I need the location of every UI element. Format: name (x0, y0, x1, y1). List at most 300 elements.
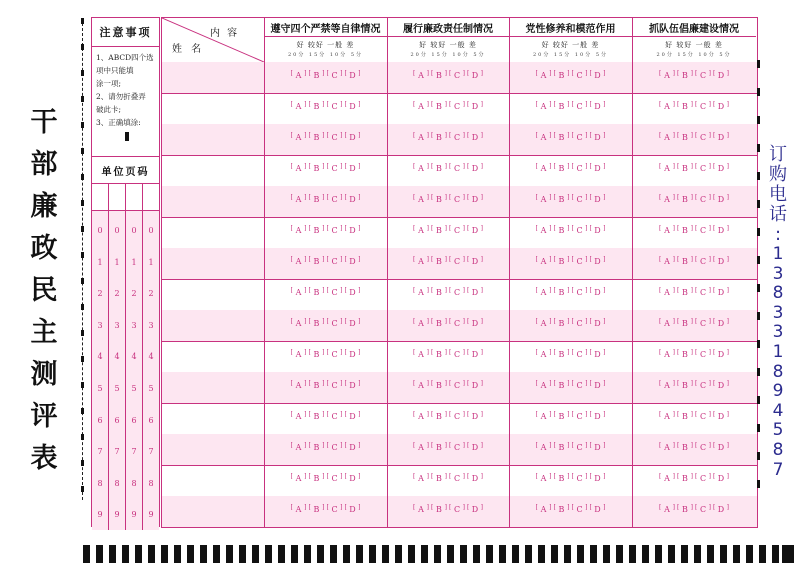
option-bubble[interactable]: [ D ] (592, 474, 604, 483)
option-bubble[interactable]: [ C ] (574, 381, 586, 390)
option-bubble[interactable]: [ A ] (293, 474, 305, 483)
option-bubble[interactable]: [ D ] (347, 381, 359, 390)
option-bubble[interactable]: [ D ] (592, 443, 604, 452)
option-bubble[interactable]: [ D ] (715, 381, 727, 390)
option-bubble[interactable]: [ B ] (311, 505, 323, 514)
option-bubble[interactable]: [ C ] (329, 505, 341, 514)
option-bubble[interactable]: [ B ] (679, 505, 691, 514)
option-bubble[interactable]: [ D ] (469, 71, 481, 80)
option-bubble[interactable]: [ B ] (433, 474, 445, 483)
option-bubble[interactable]: [ B ] (679, 443, 691, 452)
option-bubble[interactable]: [ C ] (329, 319, 341, 328)
name-cell[interactable] (162, 93, 265, 124)
option-bubble[interactable]: [ B ] (433, 195, 445, 204)
option-bubble[interactable]: [ D ] (715, 350, 727, 359)
option-bubble[interactable]: [ D ] (592, 319, 604, 328)
name-cell[interactable] (162, 310, 265, 341)
option-bubble[interactable]: [ B ] (556, 195, 568, 204)
option-bubble[interactable]: [ B ] (433, 288, 445, 297)
option-bubble[interactable]: [ C ] (451, 443, 463, 452)
option-bubble[interactable]: [ A ] (293, 505, 305, 514)
option-bubble[interactable]: [ D ] (469, 381, 481, 390)
option-bubble[interactable]: [ C ] (697, 195, 709, 204)
option-bubble[interactable]: [ D ] (347, 102, 359, 111)
option-bubble[interactable]: [ C ] (574, 319, 586, 328)
option-bubble[interactable]: [ B ] (556, 412, 568, 421)
name-cell[interactable] (162, 155, 265, 186)
name-cell[interactable] (162, 372, 265, 403)
option-bubble[interactable]: [ D ] (715, 164, 727, 173)
option-bubble[interactable]: [ A ] (661, 474, 673, 483)
option-bubble[interactable]: [ B ] (433, 164, 445, 173)
option-bubble[interactable]: [ D ] (347, 319, 359, 328)
option-bubble[interactable]: [ D ] (347, 195, 359, 204)
name-cell[interactable] (162, 124, 265, 155)
option-bubble[interactable]: [ C ] (329, 288, 341, 297)
option-bubble[interactable]: [ A ] (661, 226, 673, 235)
option-bubble[interactable]: [ C ] (574, 102, 586, 111)
option-bubble[interactable]: [ C ] (329, 195, 341, 204)
option-bubble[interactable]: [ C ] (574, 195, 586, 204)
option-bubble[interactable]: [ A ] (415, 381, 427, 390)
option-bubble[interactable]: [ C ] (574, 505, 586, 514)
unit-digit-bubble[interactable]: 4 (148, 352, 154, 362)
option-bubble[interactable]: [ A ] (538, 102, 550, 111)
name-cell[interactable] (162, 341, 265, 372)
unit-digit-bubble[interactable]: 9 (148, 510, 154, 520)
option-bubble[interactable]: [ C ] (451, 102, 463, 111)
option-bubble[interactable]: [ B ] (311, 71, 323, 80)
option-bubble[interactable]: [ A ] (661, 505, 673, 514)
unit-digit-bubble[interactable]: 2 (131, 289, 137, 299)
option-bubble[interactable]: [ D ] (469, 288, 481, 297)
unit-digit-bubble[interactable]: 0 (97, 226, 103, 235)
unit-digit-bubble[interactable]: 6 (114, 415, 120, 425)
unit-digit-column[interactable] (109, 184, 126, 530)
option-bubble[interactable]: [ A ] (293, 257, 305, 266)
option-bubble[interactable]: [ B ] (556, 226, 568, 235)
option-bubble[interactable]: [ C ] (697, 257, 709, 266)
option-bubble[interactable]: [ B ] (556, 102, 568, 111)
option-bubble[interactable]: [ A ] (293, 71, 305, 80)
unit-digit-bubble[interactable]: 2 (114, 289, 120, 299)
option-bubble[interactable]: [ A ] (538, 412, 550, 421)
option-bubble[interactable]: [ C ] (574, 412, 586, 421)
name-cell[interactable] (162, 248, 265, 279)
option-bubble[interactable]: [ D ] (715, 474, 727, 483)
option-bubble[interactable]: [ C ] (574, 226, 586, 235)
option-bubble[interactable]: [ C ] (451, 381, 463, 390)
option-bubble[interactable]: [ A ] (538, 350, 550, 359)
option-bubble[interactable]: [ C ] (451, 226, 463, 235)
option-bubble[interactable]: [ C ] (451, 505, 463, 514)
option-bubble[interactable]: [ B ] (679, 226, 691, 235)
option-bubble[interactable]: [ B ] (311, 412, 323, 421)
option-bubble[interactable]: [ A ] (415, 505, 427, 514)
option-bubble[interactable]: [ A ] (415, 474, 427, 483)
option-bubble[interactable]: [ A ] (661, 319, 673, 328)
option-bubble[interactable]: [ B ] (679, 319, 691, 328)
option-bubble[interactable]: [ D ] (469, 505, 481, 514)
name-cell[interactable] (162, 186, 265, 217)
option-bubble[interactable]: [ B ] (556, 71, 568, 80)
option-bubble[interactable]: [ C ] (574, 350, 586, 359)
option-bubble[interactable]: [ A ] (293, 102, 305, 111)
unit-digit-bubble[interactable]: 7 (114, 447, 120, 457)
option-bubble[interactable]: [ D ] (592, 505, 604, 514)
option-bubble[interactable]: [ D ] (715, 133, 727, 142)
option-bubble[interactable]: [ D ] (592, 381, 604, 390)
option-bubble[interactable]: [ A ] (293, 350, 305, 359)
option-bubble[interactable]: [ A ] (661, 443, 673, 452)
option-bubble[interactable]: [ A ] (661, 381, 673, 390)
option-bubble[interactable]: [ A ] (661, 164, 673, 173)
option-bubble[interactable]: [ C ] (329, 164, 341, 173)
option-bubble[interactable]: [ C ] (697, 350, 709, 359)
option-bubble[interactable]: [ A ] (293, 133, 305, 142)
option-bubble[interactable]: [ D ] (715, 226, 727, 235)
unit-blank[interactable] (92, 184, 108, 211)
unit-digit-bubble[interactable]: 5 (114, 384, 120, 393)
option-bubble[interactable]: [ C ] (697, 319, 709, 328)
option-bubble[interactable]: [ A ] (293, 288, 305, 297)
option-bubble[interactable]: [ D ] (715, 288, 727, 297)
option-bubble[interactable]: [ D ] (347, 288, 359, 297)
option-bubble[interactable]: [ C ] (329, 412, 341, 421)
option-bubble[interactable]: [ C ] (574, 164, 586, 173)
option-bubble[interactable]: [ A ] (415, 195, 427, 204)
option-bubble[interactable]: [ B ] (556, 288, 568, 297)
option-bubble[interactable]: [ D ] (592, 195, 604, 204)
option-bubble[interactable]: [ C ] (329, 71, 341, 80)
option-bubble[interactable]: [ A ] (538, 71, 550, 80)
option-bubble[interactable]: [ B ] (433, 350, 445, 359)
option-bubble[interactable]: [ B ] (679, 133, 691, 142)
option-bubble[interactable]: [ B ] (679, 257, 691, 266)
unit-digit-bubble[interactable]: 3 (97, 320, 103, 330)
unit-digit-bubble[interactable]: 2 (97, 289, 103, 299)
option-bubble[interactable]: [ D ] (592, 164, 604, 173)
unit-digit-column[interactable] (126, 184, 143, 530)
option-bubble[interactable]: [ C ] (329, 102, 341, 111)
option-bubble[interactable]: [ A ] (293, 195, 305, 204)
option-bubble[interactable]: [ B ] (311, 474, 323, 483)
option-bubble[interactable]: [ D ] (715, 412, 727, 421)
name-cell[interactable] (162, 62, 265, 93)
option-bubble[interactable]: [ A ] (415, 319, 427, 328)
option-bubble[interactable]: [ A ] (415, 257, 427, 266)
unit-digit-bubble[interactable]: 7 (97, 447, 103, 457)
unit-digit-bubble[interactable]: 6 (131, 415, 137, 425)
option-bubble[interactable]: [ C ] (574, 474, 586, 483)
option-bubble[interactable]: [ C ] (451, 319, 463, 328)
option-bubble[interactable]: [ B ] (433, 505, 445, 514)
option-bubble[interactable]: [ D ] (592, 102, 604, 111)
unit-digit-bubble[interactable]: 7 (148, 447, 154, 457)
option-bubble[interactable]: [ B ] (433, 226, 445, 235)
unit-digit-bubble[interactable]: 0 (114, 226, 120, 235)
option-bubble[interactable]: [ A ] (538, 226, 550, 235)
option-bubble[interactable]: [ C ] (697, 164, 709, 173)
option-bubble[interactable]: [ A ] (415, 133, 427, 142)
option-bubble[interactable]: [ C ] (574, 257, 586, 266)
option-bubble[interactable]: [ C ] (451, 350, 463, 359)
option-bubble[interactable]: [ B ] (433, 71, 445, 80)
option-bubble[interactable]: [ C ] (451, 288, 463, 297)
option-bubble[interactable]: [ B ] (433, 381, 445, 390)
option-bubble[interactable]: [ D ] (715, 443, 727, 452)
option-bubble[interactable]: [ A ] (538, 133, 550, 142)
unit-digit-column[interactable] (92, 184, 109, 530)
option-bubble[interactable]: [ B ] (311, 443, 323, 452)
option-bubble[interactable]: [ B ] (433, 257, 445, 266)
option-bubble[interactable]: [ C ] (574, 71, 586, 80)
unit-digit-bubble[interactable]: 8 (148, 478, 154, 488)
option-bubble[interactable]: [ D ] (592, 412, 604, 421)
option-bubble[interactable]: [ B ] (311, 133, 323, 142)
name-cell[interactable] (162, 496, 265, 527)
option-bubble[interactable]: [ A ] (415, 71, 427, 80)
option-bubble[interactable]: [ C ] (697, 71, 709, 80)
name-cell[interactable] (162, 403, 265, 434)
option-bubble[interactable]: [ B ] (433, 319, 445, 328)
option-bubble[interactable]: [ A ] (538, 319, 550, 328)
option-bubble[interactable]: [ D ] (347, 71, 359, 80)
option-bubble[interactable]: [ C ] (574, 133, 586, 142)
option-bubble[interactable]: [ B ] (556, 474, 568, 483)
option-bubble[interactable]: [ C ] (451, 412, 463, 421)
option-bubble[interactable]: [ D ] (592, 133, 604, 142)
unit-digit-bubble[interactable]: 8 (131, 478, 137, 488)
name-cell[interactable] (162, 217, 265, 248)
option-bubble[interactable]: [ C ] (329, 226, 341, 235)
option-bubble[interactable]: [ D ] (715, 319, 727, 328)
option-bubble[interactable]: [ C ] (329, 133, 341, 142)
option-bubble[interactable]: [ C ] (697, 102, 709, 111)
option-bubble[interactable]: [ D ] (469, 226, 481, 235)
option-bubble[interactable]: [ D ] (469, 195, 481, 204)
option-bubble[interactable]: [ D ] (469, 319, 481, 328)
unit-digit-bubble[interactable]: 3 (114, 320, 120, 330)
unit-digit-bubble[interactable]: 2 (148, 289, 154, 299)
option-bubble[interactable]: [ B ] (311, 226, 323, 235)
option-bubble[interactable]: [ A ] (538, 164, 550, 173)
option-bubble[interactable]: [ C ] (574, 288, 586, 297)
option-bubble[interactable]: [ B ] (556, 164, 568, 173)
unit-digit-bubble[interactable]: 0 (148, 226, 154, 235)
option-bubble[interactable]: [ A ] (415, 226, 427, 235)
option-bubble[interactable]: [ B ] (433, 133, 445, 142)
option-bubble[interactable]: [ C ] (451, 133, 463, 142)
option-bubble[interactable]: [ D ] (592, 71, 604, 80)
option-bubble[interactable]: [ A ] (661, 195, 673, 204)
option-bubble[interactable]: [ A ] (538, 474, 550, 483)
option-bubble[interactable]: [ D ] (347, 226, 359, 235)
option-bubble[interactable]: [ C ] (329, 474, 341, 483)
unit-digit-bubble[interactable]: 1 (114, 257, 120, 267)
option-bubble[interactable]: [ D ] (592, 288, 604, 297)
unit-digit-bubble[interactable]: 4 (114, 352, 120, 362)
option-bubble[interactable]: [ D ] (469, 443, 481, 452)
option-bubble[interactable]: [ C ] (574, 443, 586, 452)
option-bubble[interactable]: [ A ] (661, 71, 673, 80)
option-bubble[interactable]: [ C ] (451, 257, 463, 266)
option-bubble[interactable]: [ D ] (347, 350, 359, 359)
option-bubble[interactable]: [ B ] (433, 412, 445, 421)
option-bubble[interactable]: [ B ] (556, 443, 568, 452)
option-bubble[interactable]: [ D ] (715, 257, 727, 266)
option-bubble[interactable]: [ B ] (433, 443, 445, 452)
option-bubble[interactable]: [ B ] (556, 505, 568, 514)
option-bubble[interactable]: [ C ] (329, 257, 341, 266)
option-bubble[interactable]: [ D ] (469, 350, 481, 359)
option-bubble[interactable]: [ B ] (556, 319, 568, 328)
option-bubble[interactable]: [ A ] (293, 412, 305, 421)
unit-digit-bubble[interactable]: 8 (114, 478, 120, 488)
option-bubble[interactable]: [ D ] (347, 443, 359, 452)
option-bubble[interactable]: [ D ] (469, 257, 481, 266)
name-cell[interactable] (162, 434, 265, 465)
option-bubble[interactable]: [ D ] (592, 350, 604, 359)
option-bubble[interactable]: [ D ] (715, 102, 727, 111)
option-bubble[interactable]: [ B ] (556, 257, 568, 266)
option-bubble[interactable]: [ D ] (469, 164, 481, 173)
unit-digit-bubble[interactable]: 4 (131, 352, 137, 362)
option-bubble[interactable]: [ D ] (469, 474, 481, 483)
option-bubble[interactable]: [ B ] (679, 195, 691, 204)
option-bubble[interactable]: [ C ] (329, 381, 341, 390)
unit-blank[interactable] (126, 184, 142, 211)
option-bubble[interactable]: [ A ] (661, 257, 673, 266)
option-bubble[interactable]: [ A ] (661, 102, 673, 111)
option-bubble[interactable]: [ D ] (347, 133, 359, 142)
option-bubble[interactable]: [ C ] (697, 226, 709, 235)
option-bubble[interactable]: [ A ] (415, 443, 427, 452)
unit-digit-bubble[interactable]: 6 (97, 415, 103, 425)
option-bubble[interactable]: [ B ] (311, 288, 323, 297)
unit-digit-bubble[interactable]: 9 (97, 510, 103, 520)
unit-digit-bubble[interactable]: 5 (131, 384, 137, 393)
option-bubble[interactable]: [ A ] (661, 288, 673, 297)
option-bubble[interactable]: [ B ] (679, 474, 691, 483)
option-bubble[interactable]: [ A ] (661, 412, 673, 421)
option-bubble[interactable]: [ B ] (556, 381, 568, 390)
option-bubble[interactable]: [ B ] (679, 381, 691, 390)
option-bubble[interactable]: [ B ] (311, 164, 323, 173)
option-bubble[interactable]: [ B ] (311, 195, 323, 204)
option-bubble[interactable]: [ D ] (469, 412, 481, 421)
option-bubble[interactable]: [ D ] (347, 164, 359, 173)
unit-digit-bubble[interactable]: 1 (131, 257, 137, 267)
option-bubble[interactable]: [ D ] (347, 257, 359, 266)
unit-blank[interactable] (109, 184, 125, 211)
option-bubble[interactable]: [ A ] (538, 288, 550, 297)
name-cell[interactable] (162, 465, 265, 496)
option-bubble[interactable]: [ A ] (293, 381, 305, 390)
unit-digit-column[interactable] (143, 184, 159, 530)
option-bubble[interactable]: [ C ] (329, 443, 341, 452)
option-bubble[interactable]: [ D ] (347, 505, 359, 514)
unit-digit-bubble[interactable]: 3 (131, 320, 137, 330)
option-bubble[interactable]: [ C ] (697, 288, 709, 297)
option-bubble[interactable]: [ D ] (347, 474, 359, 483)
unit-digit-bubble[interactable]: 4 (97, 352, 103, 362)
option-bubble[interactable]: [ B ] (679, 350, 691, 359)
unit-digit-bubble[interactable]: 5 (97, 384, 103, 393)
unit-digit-bubble[interactable]: 0 (131, 226, 137, 235)
option-bubble[interactable]: [ A ] (538, 443, 550, 452)
option-bubble[interactable]: [ A ] (538, 505, 550, 514)
unit-digit-bubble[interactable]: 1 (97, 257, 103, 267)
unit-digit-bubble[interactable]: 9 (131, 510, 137, 520)
option-bubble[interactable]: [ C ] (329, 350, 341, 359)
option-bubble[interactable]: [ A ] (415, 288, 427, 297)
option-bubble[interactable]: [ B ] (679, 164, 691, 173)
option-bubble[interactable]: [ C ] (697, 505, 709, 514)
option-bubble[interactable]: [ A ] (538, 195, 550, 204)
unit-digit-bubble[interactable]: 3 (148, 320, 154, 330)
unit-digit-bubble[interactable]: 6 (148, 415, 154, 425)
option-bubble[interactable]: [ A ] (661, 350, 673, 359)
option-bubble[interactable]: [ A ] (415, 412, 427, 421)
option-bubble[interactable]: [ A ] (415, 102, 427, 111)
option-bubble[interactable]: [ A ] (293, 164, 305, 173)
unit-digit-bubble[interactable]: 8 (97, 478, 103, 488)
option-bubble[interactable]: [ A ] (661, 133, 673, 142)
option-bubble[interactable]: [ C ] (451, 164, 463, 173)
unit-blank[interactable] (143, 184, 159, 211)
option-bubble[interactable]: [ A ] (293, 319, 305, 328)
option-bubble[interactable]: [ B ] (679, 412, 691, 421)
option-bubble[interactable]: [ B ] (433, 102, 445, 111)
option-bubble[interactable]: [ D ] (592, 257, 604, 266)
option-bubble[interactable]: [ D ] (347, 412, 359, 421)
option-bubble[interactable]: [ B ] (679, 102, 691, 111)
option-bubble[interactable]: [ B ] (556, 133, 568, 142)
option-bubble[interactable]: [ A ] (538, 381, 550, 390)
option-bubble[interactable]: [ D ] (469, 102, 481, 111)
option-bubble[interactable]: [ B ] (311, 257, 323, 266)
option-bubble[interactable]: [ A ] (293, 443, 305, 452)
option-bubble[interactable]: [ C ] (451, 71, 463, 80)
option-bubble[interactable]: [ C ] (697, 412, 709, 421)
option-bubble[interactable]: [ D ] (715, 505, 727, 514)
unit-digit-bubble[interactable]: 7 (131, 447, 137, 457)
option-bubble[interactable]: [ B ] (679, 288, 691, 297)
option-bubble[interactable]: [ C ] (697, 474, 709, 483)
option-bubble[interactable]: [ D ] (592, 226, 604, 235)
option-bubble[interactable]: [ C ] (451, 195, 463, 204)
option-bubble[interactable]: [ B ] (556, 350, 568, 359)
option-bubble[interactable]: [ B ] (311, 350, 323, 359)
option-bubble[interactable]: [ B ] (311, 319, 323, 328)
option-bubble[interactable]: [ C ] (697, 133, 709, 142)
option-bubble[interactable]: [ D ] (469, 133, 481, 142)
option-bubble[interactable]: [ B ] (311, 381, 323, 390)
option-bubble[interactable]: [ B ] (679, 71, 691, 80)
option-bubble[interactable]: [ C ] (697, 381, 709, 390)
unit-digit-bubble[interactable]: 1 (148, 257, 154, 267)
option-bubble[interactable]: [ C ] (697, 443, 709, 452)
option-bubble[interactable]: [ D ] (715, 195, 727, 204)
unit-digit-bubble[interactable]: 5 (148, 384, 154, 393)
option-bubble[interactable]: [ D ] (715, 71, 727, 80)
option-bubble[interactable]: [ A ] (415, 164, 427, 173)
option-bubble[interactable]: [ A ] (293, 226, 305, 235)
option-bubble[interactable]: [ A ] (415, 350, 427, 359)
option-bubble[interactable]: [ C ] (451, 474, 463, 483)
option-bubble[interactable]: [ A ] (538, 257, 550, 266)
